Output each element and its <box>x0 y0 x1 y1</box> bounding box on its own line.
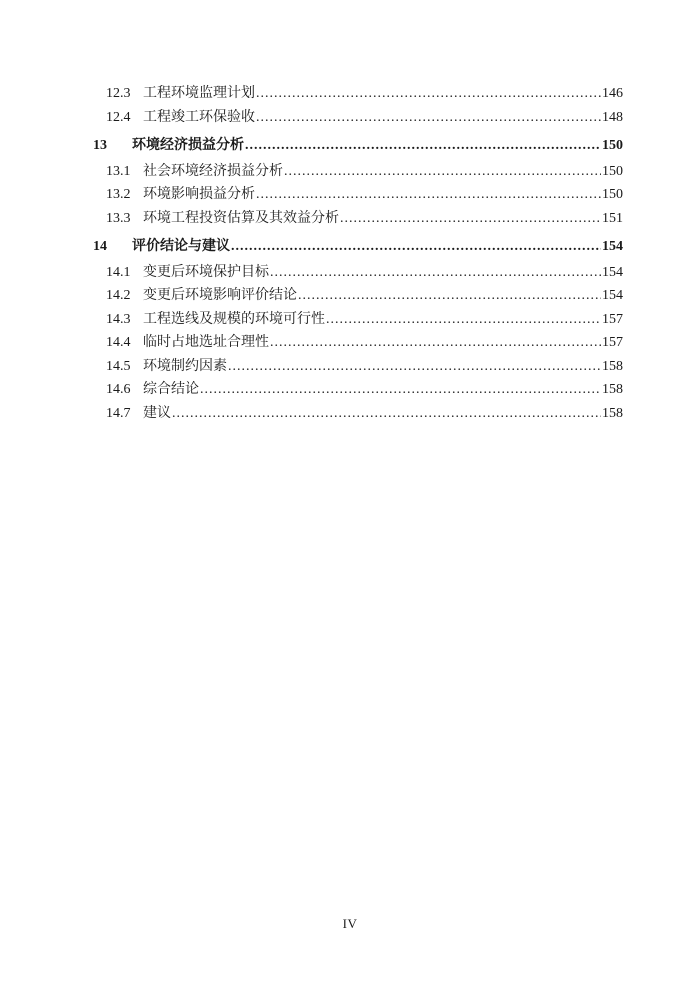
toc-entry-number: 12.4 <box>106 109 131 125</box>
toc-entry <box>93 261 623 285</box>
toc-dot-leader <box>231 235 601 259</box>
toc-entry-page: 157 <box>602 335 623 350</box>
toc-entry-page: 158 <box>602 382 623 397</box>
toc-entry <box>93 331 623 355</box>
toc-entry-number: 13.1 <box>106 163 131 179</box>
toc-entry <box>93 183 623 207</box>
toc-entry-title: 建议 <box>143 405 171 421</box>
toc-entry-page: 154 <box>602 264 623 280</box>
toc-entry <box>93 207 623 231</box>
table-of-contents <box>93 82 623 425</box>
toc-entry-page: 148 <box>602 109 623 125</box>
toc-entry <box>93 82 623 106</box>
toc-dot-leader <box>228 355 601 379</box>
toc-entry-number: 13 <box>93 138 107 153</box>
toc-entry-title: 变更后环境保护目标 <box>143 264 269 280</box>
toc-entry <box>93 160 623 184</box>
toc-dot-leader <box>245 134 601 158</box>
toc-entry-page: 154 <box>602 239 623 254</box>
toc-dot-leader <box>326 308 601 332</box>
toc-entry-title: 评价结论与建议 <box>132 239 230 254</box>
toc-dot-leader <box>200 378 601 402</box>
toc-entry-page: 150 <box>602 138 623 153</box>
toc-entry-page: 154 <box>602 288 623 303</box>
toc-entry-page: 146 <box>602 86 623 101</box>
toc-dot-leader <box>256 183 601 207</box>
toc-entry-page: 157 <box>602 311 623 327</box>
toc-entry <box>93 355 623 379</box>
toc-entry-title: 工程环境监理计划 <box>143 86 255 101</box>
toc-chapter-entry <box>93 134 623 158</box>
toc-entry <box>93 378 623 402</box>
toc-entry-title: 环境制约因素 <box>143 358 227 374</box>
toc-entry-title: 临时占地选址合理性 <box>143 335 269 350</box>
toc-dot-leader <box>298 284 601 308</box>
toc-entry <box>93 402 623 426</box>
toc-entry-title: 变更后环境影响评价结论 <box>143 288 297 303</box>
toc-entry-number: 14.5 <box>106 358 131 374</box>
toc-entry-title: 环境工程投资估算及其效益分析 <box>143 210 339 226</box>
toc-entry <box>93 308 623 332</box>
toc-entry-number: 14 <box>93 239 107 254</box>
toc-dot-leader <box>256 82 601 106</box>
toc-entry-title: 工程选线及规模的环境可行性 <box>143 311 325 327</box>
toc-entry-title: 社会环境经济损益分析 <box>143 163 283 179</box>
toc-entry-number: 14.6 <box>106 382 131 397</box>
toc-dot-leader <box>340 207 601 231</box>
page-number-footer <box>0 916 700 932</box>
toc-dot-leader <box>270 261 601 285</box>
toc-dot-leader <box>284 160 601 184</box>
toc-entry-title: 环境影响损益分析 <box>143 187 255 202</box>
toc-entry-number: 14.4 <box>106 335 131 350</box>
toc-entry-page: 150 <box>602 163 623 179</box>
toc-dot-leader <box>172 402 601 426</box>
toc-entry-number: 13.3 <box>106 210 131 226</box>
toc-entry-page: 151 <box>602 210 623 226</box>
toc-chapter-entry <box>93 235 623 259</box>
toc-entry-number: 14.1 <box>106 264 131 280</box>
toc-entry-number: 14.2 <box>106 288 131 303</box>
toc-dot-leader <box>270 331 601 355</box>
toc-entry-page: 150 <box>602 187 623 202</box>
toc-entry-title: 工程竣工环保验收 <box>143 109 255 125</box>
toc-entry-number: 14.3 <box>106 311 131 327</box>
toc-entry-page: 158 <box>602 405 623 421</box>
toc-entry-number: 13.2 <box>106 187 131 202</box>
toc-dot-leader <box>256 106 601 130</box>
toc-entry-title: 综合结论 <box>143 382 199 397</box>
page-number: IV <box>342 916 358 931</box>
toc-entry-number: 14.7 <box>106 405 131 421</box>
toc-entry-page: 158 <box>602 358 623 374</box>
toc-entry-number: 12.3 <box>106 86 131 101</box>
toc-entry <box>93 106 623 130</box>
toc-entry <box>93 284 623 308</box>
toc-entry-title: 环境经济损益分析 <box>132 138 244 153</box>
